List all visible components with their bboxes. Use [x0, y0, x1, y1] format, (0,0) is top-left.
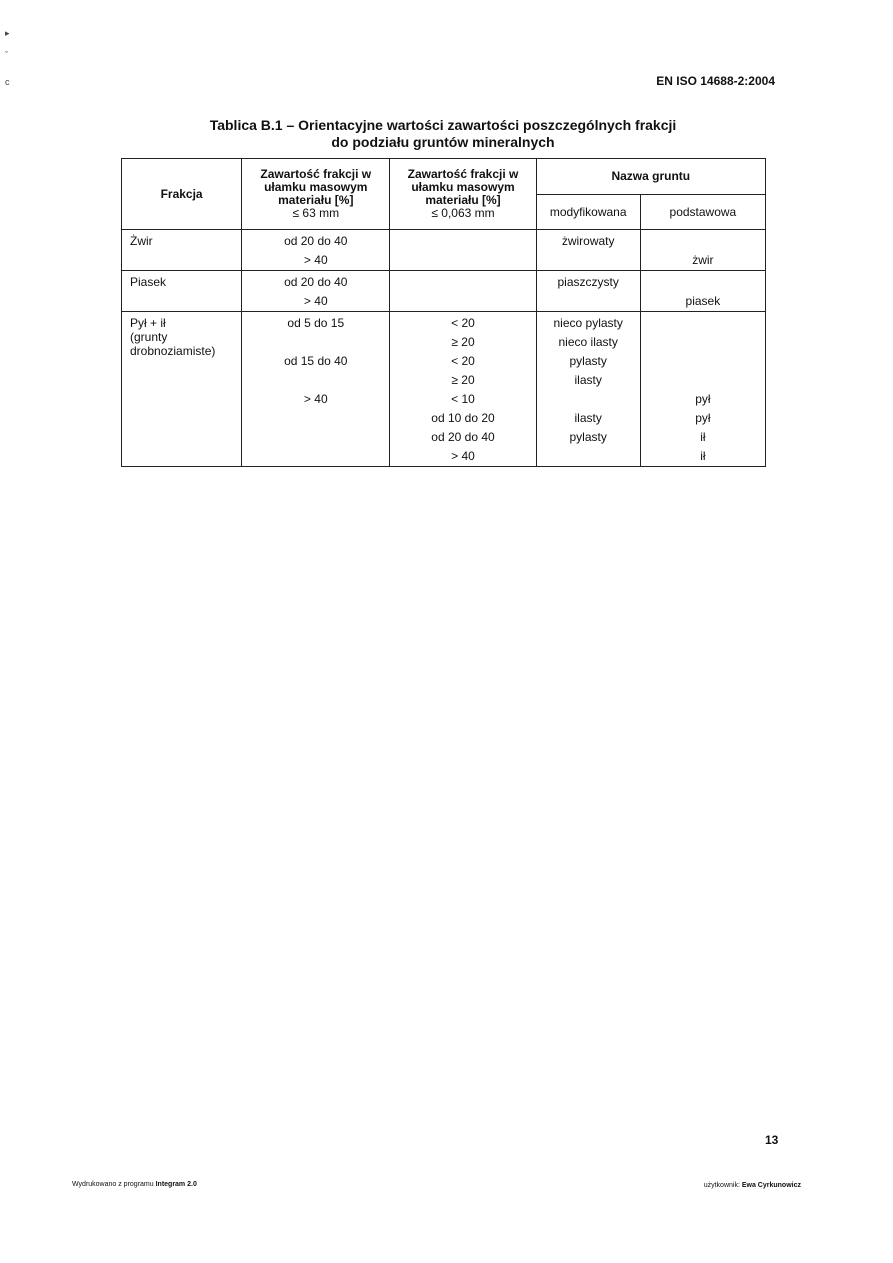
header-content-label: Zawartość frakcji w ułamku masowym materiału [%] — [407, 167, 519, 207]
value: ił — [700, 430, 706, 444]
value — [242, 409, 389, 428]
scan-artifact-mark: c — [5, 77, 10, 87]
cell-content-63mm — [242, 230, 390, 271]
value: od 5 do 15 — [287, 316, 345, 330]
value: pylasty — [569, 430, 607, 444]
header-limit-63mm: ≤ 63 mm — [292, 206, 340, 220]
table-title-line: Tablica B.1 – Orientacyjne wartości zawartości poszczególnych frakcji — [209, 117, 677, 133]
cell-content-0063mm — [390, 312, 536, 467]
footer-user-prefix: użytkownik: — [703, 1182, 740, 1189]
value: pył — [695, 392, 711, 406]
cell-content-0063mm — [390, 230, 536, 271]
frakcja-label — [122, 312, 241, 358]
header-content-label: Zawartość frakcji w ułamku masowym materiału [%] — [260, 167, 372, 207]
value — [537, 390, 640, 409]
scan-artifact-mark: ▸ — [5, 28, 10, 38]
value: ił — [700, 449, 706, 463]
standard-code: EN ISO 14688-2:2004 — [656, 74, 775, 88]
value: nieco ilasty — [558, 335, 618, 349]
footer-printed-with — [72, 1181, 197, 1188]
value: ilasty — [574, 411, 602, 425]
cell-podstawowa — [640, 230, 765, 271]
footer-user-name: Ewa Cyrkunowicz — [741, 1182, 801, 1189]
value: od 20 do 40 — [431, 430, 495, 444]
value: od 20 do 40 — [284, 275, 348, 289]
value: żwir — [692, 253, 714, 267]
value — [390, 273, 535, 292]
value — [641, 371, 765, 390]
value — [641, 273, 765, 292]
value — [537, 292, 640, 311]
table-title-line: do podziału gruntów mineralnych — [331, 134, 555, 150]
table-row — [122, 271, 766, 312]
header-nazwa-gruntu: Nazwa gruntu — [536, 159, 765, 195]
value — [537, 251, 640, 270]
value: > 40 — [303, 294, 328, 308]
value: pylasty — [569, 354, 607, 368]
value: < 20 — [451, 316, 475, 330]
value: od 20 do 40 — [284, 234, 348, 248]
header-content-63mm — [242, 159, 390, 230]
value — [242, 333, 389, 352]
table-row — [122, 230, 766, 271]
value — [390, 232, 535, 251]
value — [242, 428, 389, 447]
value: > 40 — [303, 392, 328, 406]
cell-podstawowa — [640, 271, 765, 312]
cell-modyfikowana — [536, 230, 640, 271]
header-content-0063mm — [390, 159, 536, 230]
footer-printed-prefix: Wydrukowano z programu — [72, 1181, 154, 1188]
frakcja-label: Piasek — [130, 275, 167, 289]
header-limit-0063mm: ≤ 0,063 mm — [431, 206, 495, 220]
frakcja-label: Żwir — [130, 234, 153, 248]
value: pył — [695, 411, 711, 425]
value: nieco pylasty — [553, 316, 623, 330]
value — [641, 232, 765, 251]
header-modyfikowana: modyfikowana — [536, 195, 640, 230]
cell-content-0063mm — [390, 271, 536, 312]
table-title — [120, 117, 766, 151]
cell-content-63mm — [242, 312, 390, 467]
value: > 40 — [451, 449, 475, 463]
cell-frakcja — [122, 230, 242, 271]
cell-frakcja — [122, 271, 242, 312]
page-number: 13 — [765, 1133, 779, 1147]
value: piasek — [685, 294, 721, 308]
value — [537, 447, 640, 466]
value — [242, 371, 389, 390]
footer-program-name: Integram 2.0 — [155, 1181, 197, 1188]
fraction-table — [121, 158, 766, 467]
cell-content-63mm — [242, 271, 390, 312]
scan-artifact-mark: ˇ — [5, 50, 8, 60]
value: ilasty — [574, 373, 602, 387]
value: żwirowaty — [561, 234, 615, 248]
value: piaszczysty — [557, 275, 619, 289]
frakcja-line: (grunty — [130, 330, 168, 344]
value — [641, 314, 765, 333]
cell-frakcja — [122, 312, 242, 467]
header-podstawowa: podstawowa — [640, 195, 765, 230]
frakcja-line: drobnoziamiste) — [130, 344, 216, 358]
footer-user — [704, 1182, 801, 1189]
value: ≥ 20 — [451, 373, 475, 387]
header-frakcja: Frakcja — [122, 159, 242, 230]
value: > 40 — [303, 253, 328, 267]
value — [390, 251, 535, 270]
value — [641, 352, 765, 371]
value — [641, 333, 765, 352]
value — [242, 447, 389, 466]
frakcja-line: Pył + ił — [130, 316, 166, 330]
value: od 10 do 20 — [431, 411, 495, 425]
value: od 15 do 40 — [284, 354, 348, 368]
value: < 10 — [451, 392, 475, 406]
cell-modyfikowana — [536, 271, 640, 312]
value: < 20 — [451, 354, 475, 368]
cell-modyfikowana — [536, 312, 640, 467]
table-row — [122, 312, 766, 467]
value — [390, 292, 535, 311]
value: ≥ 20 — [451, 335, 475, 349]
cell-podstawowa — [640, 312, 765, 467]
